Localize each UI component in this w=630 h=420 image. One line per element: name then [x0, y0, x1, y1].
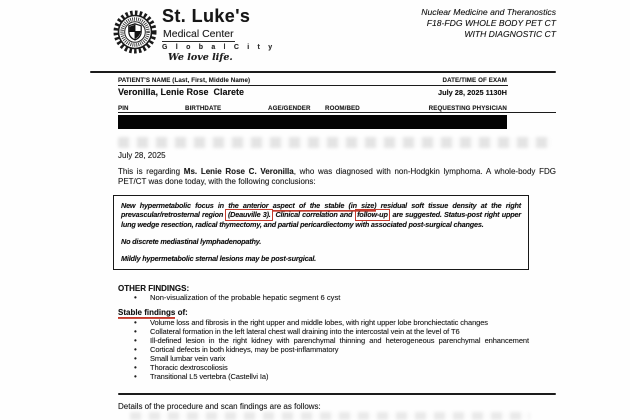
list-item: • Non-visualization of the probable hepatic segment 6 cyst: [150, 293, 557, 303]
list-item: • Small lumbar vein varix: [150, 354, 557, 363]
table-bottom-rule: [118, 112, 556, 113]
requesting-physician-label: REQUESTING PHYSICIAN: [428, 105, 507, 112]
heading-text: of:: [175, 308, 188, 317]
birthdate-label: BIRTHDATE: [185, 105, 222, 112]
hospital-subtitle: Medical Center: [163, 28, 234, 40]
patient-table-value-row: [118, 87, 507, 97]
age-gender-label: AGE/GENDER: [268, 105, 311, 112]
patient-name-inline: Ms. Lenie Rose C. Veronilla: [183, 167, 294, 176]
stable-findings-heading: [118, 308, 188, 317]
exam-datetime-label: DATE/TIME OF EXAM: [442, 77, 507, 84]
conclusion-paragraph-3: Mildly hypermetabolic sternal lesions may be post-surgical.: [121, 254, 317, 264]
conclusion-text: Clinical correlation and: [273, 210, 355, 220]
room-bed-label: ROOM/BED: [325, 105, 360, 112]
list-item: • Ill-defined lesion in the right kidney with parenchymal thinning and heterogeneous parenchymal enhancement: [150, 336, 557, 345]
intro-text-after: , who was diagnosed with non-Hodgkin lymphoma. A whole-body FDG PET/CT was done today, with the following conclusions:: [118, 167, 557, 186]
intro-paragraph: [118, 167, 556, 187]
hospital-name: St. Luke's: [162, 6, 251, 26]
patient-name-label: PATIENT'S NAME (Last, First, Middle Name): [118, 77, 251, 84]
list-item: • Thoracic dextroscoliosis: [150, 363, 557, 372]
page-bleedthrough-smudge: [130, 412, 530, 420]
table-top-rule: [90, 71, 556, 73]
table-mid-rule: [118, 85, 508, 86]
pin-label: PIN: [118, 105, 129, 112]
conclusion-text: residual soft tissue density at the right prevascular/retrosternal region: [121, 201, 521, 220]
footer-separator-rule: [118, 393, 556, 395]
hospital-location: G l o b a l C i t y: [162, 44, 276, 51]
stable-findings-list: [150, 318, 557, 381]
exam-datetime-value: July 28, 2025 1130H: [437, 88, 507, 97]
list-item: • Cortical defects in both kidneys, may be post-inflammatory: [150, 345, 557, 354]
conclusions-box: [113, 195, 529, 270]
other-findings-list: [150, 293, 557, 303]
list-item: • Collateral formation in the left lateral chest wall draining into the intercostal vein at the level of T6: [150, 327, 557, 336]
red-underlined-heading: Stable findings: [118, 308, 176, 317]
conclusion-paragraph-2: No discrete mediastinal lymphadenopathy.: [121, 236, 262, 246]
page-bleedthrough-smudge: [118, 137, 552, 148]
department-line-1: Nuclear Medicine and Theranostics: [421, 7, 556, 17]
hospital-logo: [162, 7, 275, 63]
list-item: • Volume loss and fibrosis in the right upper and middle lobes, with right upper lobe bronchiectatic changes: [150, 318, 557, 327]
intro-text-before: This is regarding: [118, 167, 184, 176]
conclusion-text: are suggested. Status-post right upper lung wedge resection, radical thymectomy, and partial pericardiectomy with associated post-surgical changes.: [121, 210, 521, 229]
footer-text: Details of the procedure and scan findings are as follows:: [118, 402, 321, 411]
department-header: [421, 7, 556, 40]
conclusion-text: New hypermetabolic focus in the anterior: [121, 201, 273, 210]
other-findings-heading: OTHER FINDINGS:: [118, 284, 190, 293]
report-date: July 28, 2025: [118, 151, 166, 160]
red-boxed-deauville: (Deauville 3).: [225, 209, 273, 221]
conclusion-paragraph-1: [121, 201, 521, 229]
patient-name-value: Veronilla, Lenie Rose Clarete: [118, 87, 245, 97]
hospital-tagline: We love life.: [168, 52, 233, 63]
redacted-black-bar: [118, 115, 507, 129]
list-item: • Transitional L5 vertebra (Castellvi Ia): [150, 372, 557, 381]
red-boxed-followup: follow-up: [355, 209, 391, 221]
red-underlined-text: aspect of the stable (in size): [272, 201, 377, 210]
department-line-3: WITH DIAGNOSTIC CT: [464, 29, 556, 39]
hospital-seal-icon: [113, 10, 157, 54]
department-line-2: F18-FDG WHOLE BODY PET CT: [426, 18, 556, 28]
patient-table-label-row: [118, 77, 507, 84]
